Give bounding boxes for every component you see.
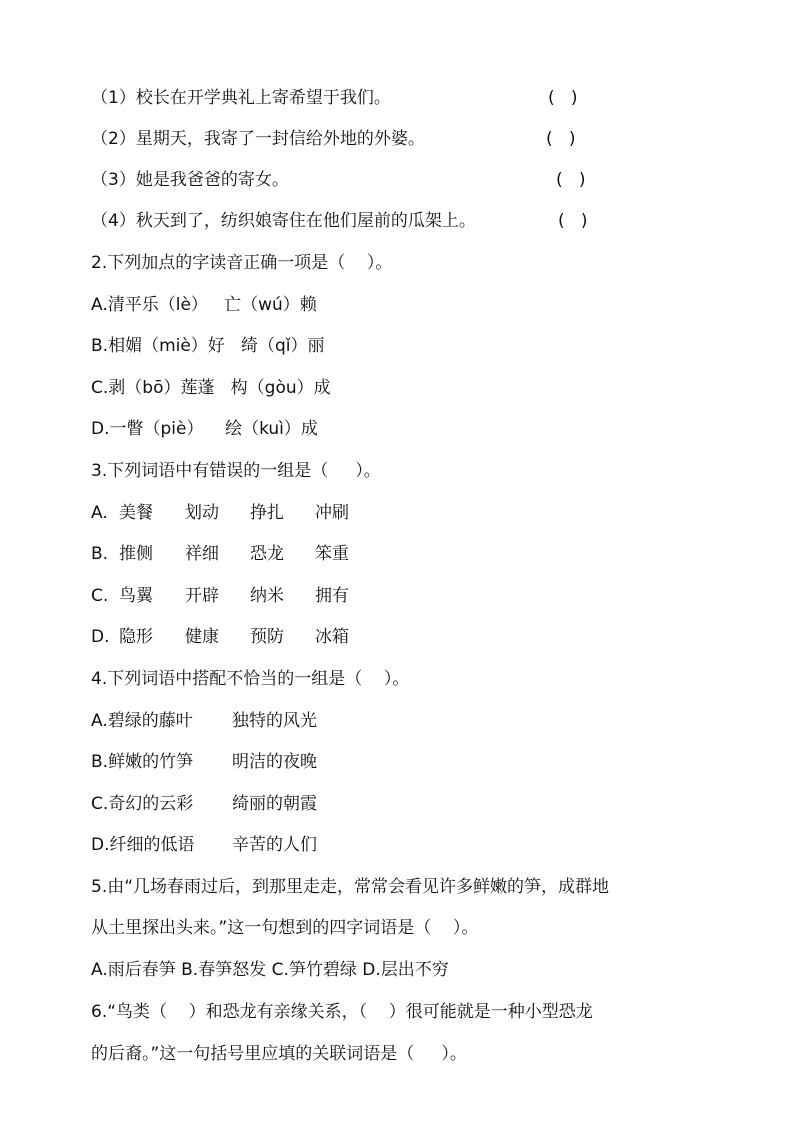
question-6-line-2: 的后裔。”这一句括号里应填的关联词语是（ ）。 [91,1044,467,1064]
q3-c-word-1: 鸟翼 [119,586,153,606]
q5-options: A.雨后春笋 B.春笋怒发 C.笋竹碧绿 D.层出不穷 [91,960,449,980]
q3-b-word-1: 推侧 [119,544,153,564]
q2-option-c: C.剥（bō）莲蓬 构（gòu）成 [91,378,331,398]
question-2-title: 2.下列加点的字读音正确一项是（ ）。 [91,253,393,273]
q3-option-d-label: D. [91,627,110,647]
q3-c-word-2: 开辟 [185,586,219,606]
q2-option-a: A.清平乐（lè） 亡（wú）赖 [91,295,317,315]
q3-a-word-3: 挣扎 [250,503,284,523]
q4-option-b-phrase-2: 明洁的夜晚 [232,752,317,772]
q2-option-d: D.一瞥（piè） 绘（kuì）成 [91,419,318,439]
q3-a-word-2: 划动 [185,503,219,523]
q4-option-b-phrase-1: B.鲜嫩的竹笋 [91,752,194,772]
answer-blank-3: ( ) [556,170,586,190]
answer-blank-4: ( ) [558,211,588,231]
question-5-line-1: 5.由“几场春雨过后，到那里走走，常常会看见许多鲜嫩的笋，成群地 [91,877,610,897]
answer-blank-2: ( ) [546,129,576,149]
q4-option-a-phrase-2: 独特的风光 [232,711,317,731]
q3-d-word-2: 健康 [185,627,219,647]
q3-c-word-3: 纳米 [250,586,284,606]
q3-d-word-4: 冰箱 [315,627,349,647]
sentence-3: （3）她是我爸爸的寄女。 [91,170,289,190]
q3-d-word-1: 隐形 [119,627,153,647]
q3-a-word-1: 美餐 [119,503,153,523]
q3-option-c-label: C. [91,586,109,606]
q4-option-c-phrase-2: 绮丽的朝霞 [232,794,317,814]
q3-c-word-4: 拥有 [315,586,349,606]
sentence-4: （4）秋天到了，纺织娘寄住在他们屋前的瓜架上。 [91,211,476,231]
q3-option-b-label: B. [91,544,109,564]
answer-blank-1: ( ) [548,88,578,108]
question-3-title: 3.下列词语中有错误的一组是（ ）。 [91,461,381,481]
q4-option-c-phrase-1: C.奇幻的云彩 [91,794,194,814]
sentence-1: （1）校长在开学典礼上寄希望于我们。 [91,88,391,108]
q3-option-a-label: A. [91,503,108,523]
question-5-line-2: 从土里探出头来。”这一句想到的四字词语是（ ）。 [91,918,479,938]
q4-option-d-phrase-2: 辛苦的人们 [232,835,317,855]
q4-option-d-phrase-1: D.纤细的低语 [91,835,195,855]
question-6-line-1: 6.“鸟类（ ）和恐龙有亲缘关系，（ ）很可能就是一种小型恐龙 [91,1002,593,1022]
q3-b-word-2: 祥细 [185,544,219,564]
q4-option-a-phrase-1: A.碧绿的藤叶 [91,711,193,731]
q3-a-word-4: 冲刷 [315,503,349,523]
q3-d-word-3: 预防 [250,627,284,647]
q3-b-word-3: 恐龙 [250,544,284,564]
question-4-title: 4.下列词语中搭配不恰当的一组是（ ）。 [91,669,410,689]
q2-option-b: B.相媚（miè）好 绮（qǐ）丽 [91,336,325,356]
sentence-2: （2）星期天，我寄了一封信给外地的外婆。 [91,129,425,149]
q3-b-word-4: 笨重 [315,544,349,564]
